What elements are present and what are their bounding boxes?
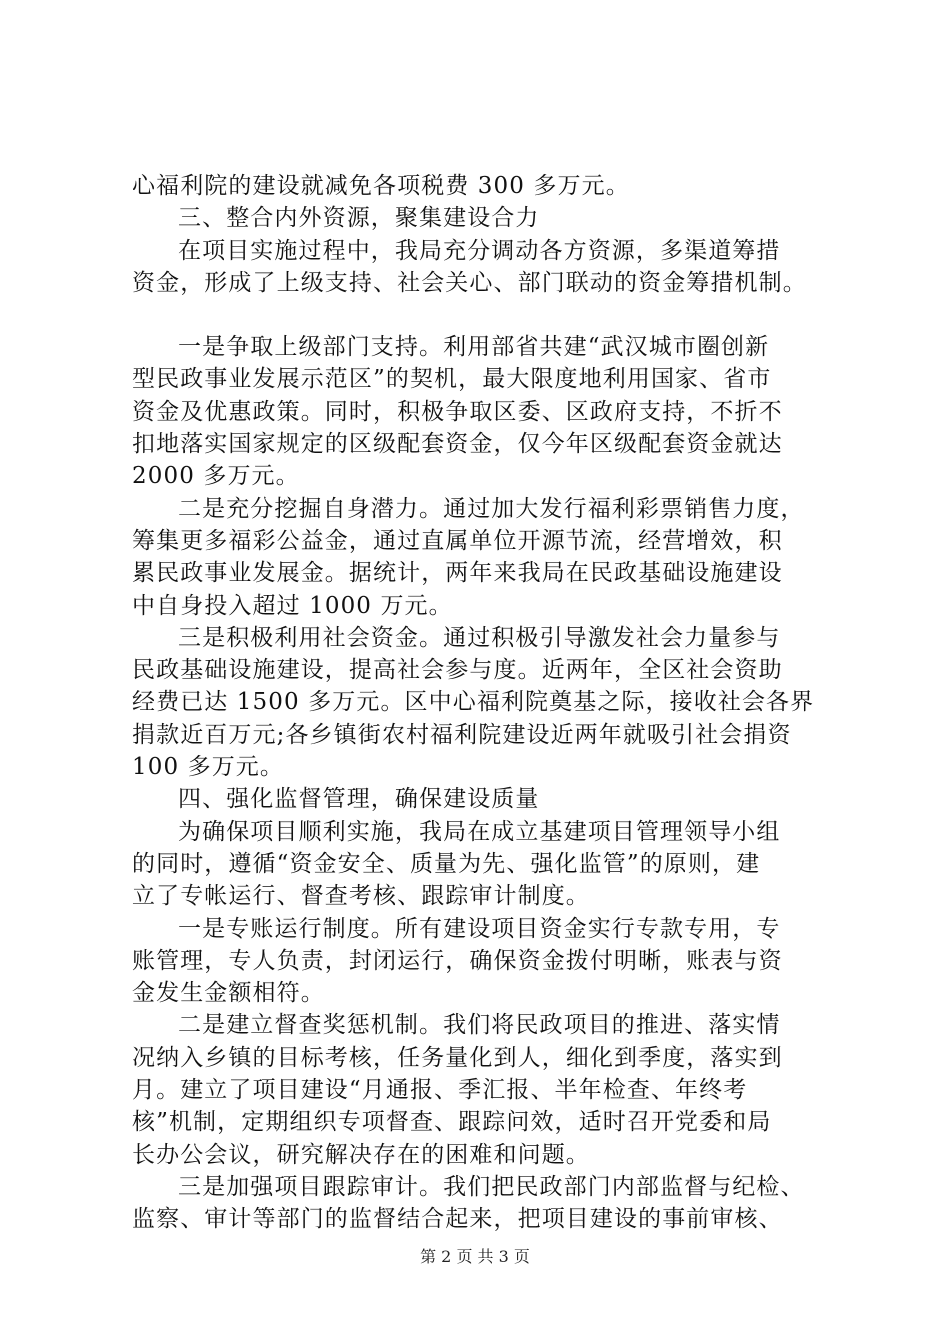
body-line: 100 多万元。 bbox=[132, 754, 285, 781]
body-line: 核”机制，定期组织专项督查、跟踪问效，适时召开党委和局 bbox=[132, 1109, 772, 1136]
document-body bbox=[132, 170, 832, 1236]
body-line: 二是充分挖掘自身潜力。通过加大发行福利彩票销售力度， bbox=[178, 495, 805, 522]
body-line: 立了专帐运行、督查考核、跟踪审计制度。 bbox=[132, 883, 590, 910]
body-line: 经费已达 1500 多万元。区中心福利院奠基之际，接收社会各界 bbox=[132, 689, 815, 716]
body-line: 的同时，遵循“资金安全、质量为先、强化监管”的原则，建 bbox=[132, 850, 761, 877]
body-line: 一是专账运行制度。所有建设项目资金实行专款专用，专 bbox=[178, 915, 781, 942]
body-line: 民政基础设施建设，提高社会参与度。近两年，全区社会资助 bbox=[132, 657, 783, 684]
section-heading: 三、整合内外资源，聚集建设合力 bbox=[178, 205, 540, 232]
body-line: 在项目实施过程中，我局充分调动各方资源，多渠道筹措 bbox=[178, 237, 781, 264]
page-footer: 第 2 页 共 3 页 bbox=[420, 1247, 530, 1266]
body-line: 扣地落实国家规定的区级配套资金，仅今年区级配套资金就达 bbox=[132, 431, 783, 458]
paragraph-gap bbox=[132, 299, 832, 331]
body-line: 累民政事业发展金。据统计，两年来我局在民政基础设施建设 bbox=[132, 560, 783, 587]
section-heading: 四、强化监督管理，确保建设质量 bbox=[178, 786, 540, 813]
body-line: 监察、审计等部门的监督结合起来，把项目建设的事前审核、 bbox=[132, 1206, 783, 1233]
body-line: 月。建立了项目建设“月通报、季汇报、半年检查、年终考 bbox=[132, 1077, 748, 1104]
body-line: 心福利院的建设就减免各项税费 300 多万元。 bbox=[132, 173, 630, 199]
body-line: 账管理，专人负责，封闭运行，确保资金拨付明晰，账表与资 bbox=[132, 947, 783, 974]
body-line: 三是加强项目跟踪审计。我们把民政部门内部监督与纪检、 bbox=[178, 1173, 805, 1200]
body-line: 金发生金额相符。 bbox=[132, 980, 325, 1007]
body-line: 二是建立督查奖惩机制。我们将民政项目的推进、落实情 bbox=[178, 1012, 781, 1039]
body-line: 2000 多万元。 bbox=[132, 463, 300, 490]
body-line: 资金及优惠政策。同时，积极争取区委、区政府支持，不折不 bbox=[132, 398, 783, 425]
body-line: 况纳入乡镇的目标考核，任务量化到人，细化到季度，落实到 bbox=[132, 1044, 783, 1071]
body-line: 中自身投入超过 1000 万元。 bbox=[132, 592, 453, 619]
body-line: 筹集更多福彩公益金，通过直属单位开源节流，经营增效，积 bbox=[132, 527, 783, 554]
body-line: 型民政事业发展示范区”的契机，最大限度地利用国家、省市 bbox=[132, 366, 772, 393]
body-line: 一是争取上级部门支持。利用部省共建“武汉城市圈创新 bbox=[178, 334, 770, 361]
body-line: 资金，形成了上级支持、社会关心、部门联动的资金筹措机制。 bbox=[132, 269, 807, 296]
body-line: 为确保项目顺利实施，我局在成立基建项目管理领导小组 bbox=[178, 818, 781, 845]
body-line: 捐款近百万元;各乡镇街农村福利院建设近两年就吸引社会捐资 bbox=[132, 721, 792, 748]
body-line: 三是积极利用社会资金。通过积极引导激发社会力量参与 bbox=[178, 624, 781, 651]
body-line: 长办公会议，研究解决存在的困难和问题。 bbox=[132, 1141, 590, 1168]
